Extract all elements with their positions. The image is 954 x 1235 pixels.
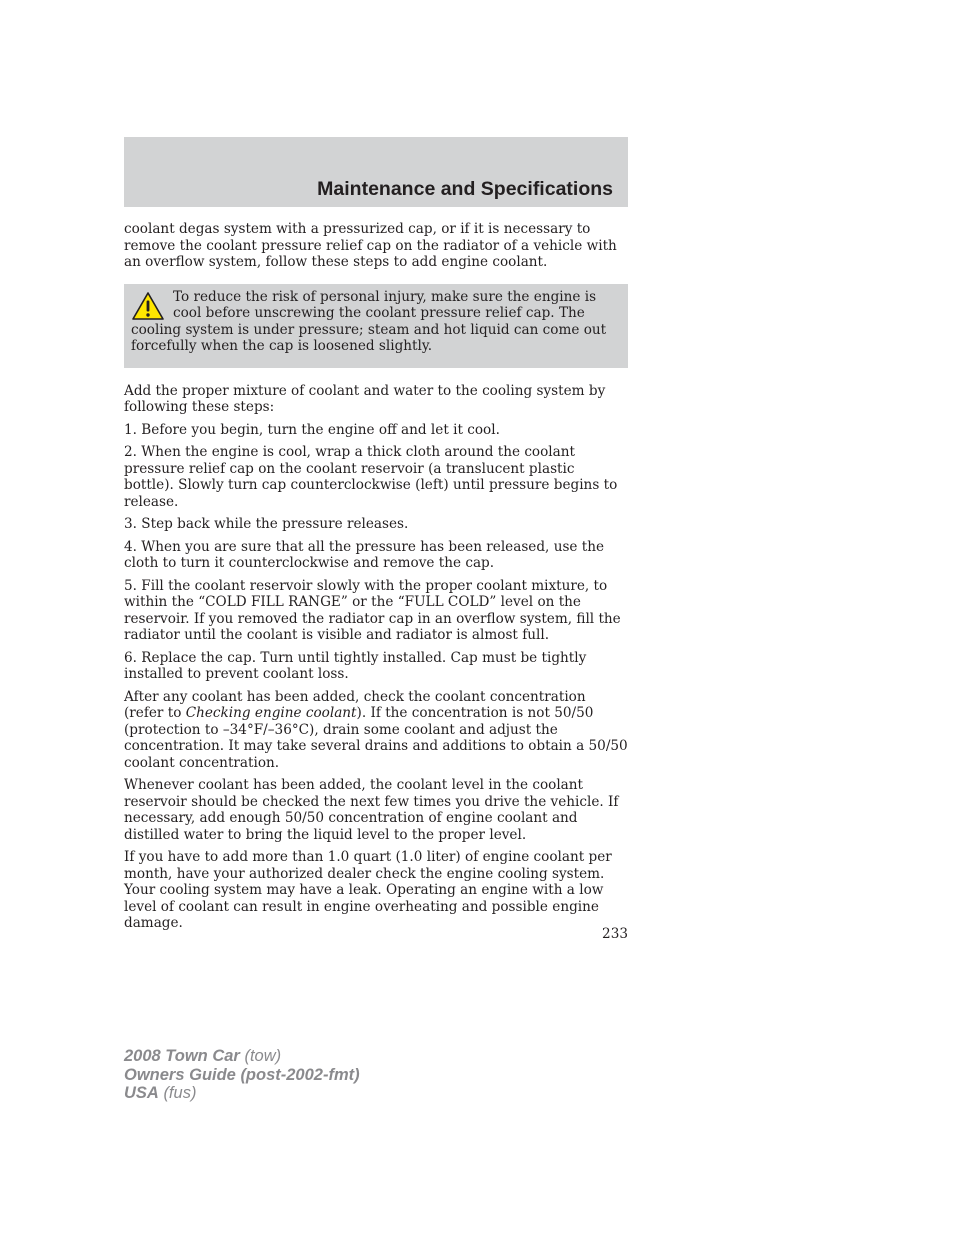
- step-item: 3. Step back while the pressure releases.: [124, 516, 409, 532]
- cross-reference-link: Checking engine coolant: [185, 705, 357, 721]
- warning-triangle-icon: [131, 291, 165, 321]
- footer-line-2: [124, 1066, 360, 1085]
- footer-guide-title: Owners Guide (post-2002-fmt): [124, 1065, 360, 1084]
- section-header-band: [124, 137, 628, 207]
- step-item: 6. Replace the cap. Turn until tightly installed. Cap must be tightly installed to prevent coolant loss.: [124, 649, 587, 682]
- footer-line-1: [124, 1047, 360, 1066]
- page-number: 233: [602, 926, 628, 942]
- intro-paragraph: coolant degas system with a pressurized cap, or if it is necessary to remove the coolant pressure relief cap on the radiator of a vehicle with an overflow system, follow these steps to add engine coolant.: [124, 221, 617, 270]
- steps-lead-paragraph: Add the proper mixture of coolant and water to the cooling system by following these steps:: [124, 382, 606, 415]
- step-item: 1. Before you begin, turn the engine off and let it cool.: [124, 421, 500, 438]
- page-content: [124, 221, 628, 938]
- footer-model: 2008 Town Car: [124, 1047, 240, 1065]
- step-item: 4. When you are sure that all the pressure has been released, use the cloth to turn it counterclockwise and remove the cap.: [124, 538, 605, 571]
- concentration-paragraph: [124, 689, 628, 772]
- footer-line-3: [124, 1084, 360, 1103]
- warning-box: [124, 284, 628, 368]
- concentration-text-before: After any coolant has been added, check the coolant concentration (refer to: [124, 688, 586, 721]
- warning-text: To reduce the risk of personal injury, make sure the engine is cool before unscrewing the coolant pressure relief cap. The cooling system is under pressure; steam and hot liquid can come out forcefully when the cap is loosened slightly.: [131, 288, 607, 354]
- step-item: 5. Fill the coolant reservoir slowly with the proper coolant mixture, to within the “COLD FILL RANGE” or the “FULL COLD” level on the reservoir. If you removed the radiator cap in an overflow system, fill the radiator until the coolant is visible and radiator is almost full.: [124, 577, 621, 643]
- step-item: 2. When the engine is cool, wrap a thick cloth around the coolant pressure relief cap on the coolant reservoir (a translucent plastic bottle). Slowly turn cap counterclockwise (left) until pressure begins to release.: [124, 444, 618, 510]
- footer-model-code: (tow): [244, 1047, 282, 1065]
- section-title: Maintenance and Specifications: [317, 178, 613, 200]
- concentration-text-after: ). If the concentration is not 50/50 (protection to –34°F/–36°C), drain some coolant and adjust the concentration. It may take several drains and additions to obtain a 50/50 coolant concentration.: [124, 705, 628, 771]
- footer-market-code: (fus): [163, 1084, 197, 1102]
- leak-note-paragraph: If you have to add more than 1.0 quart (1.0 liter) of engine coolant per month, have your authorized dealer check the engine cooling system. Your cooling system may have a leak. Operating an engine with a low level of coolant can result in engine overheating and possible engine damage.: [124, 849, 612, 931]
- document-footer: [124, 1047, 360, 1103]
- footer-market: USA: [124, 1084, 159, 1102]
- check-level-paragraph: Whenever coolant has been added, the coolant level in the coolant reservoir should be checked the next few times you drive the vehicle. If necessary, add enough 50/50 concentration of engine coolant and distilled water to bring the liquid level to the proper level.: [124, 777, 619, 843]
